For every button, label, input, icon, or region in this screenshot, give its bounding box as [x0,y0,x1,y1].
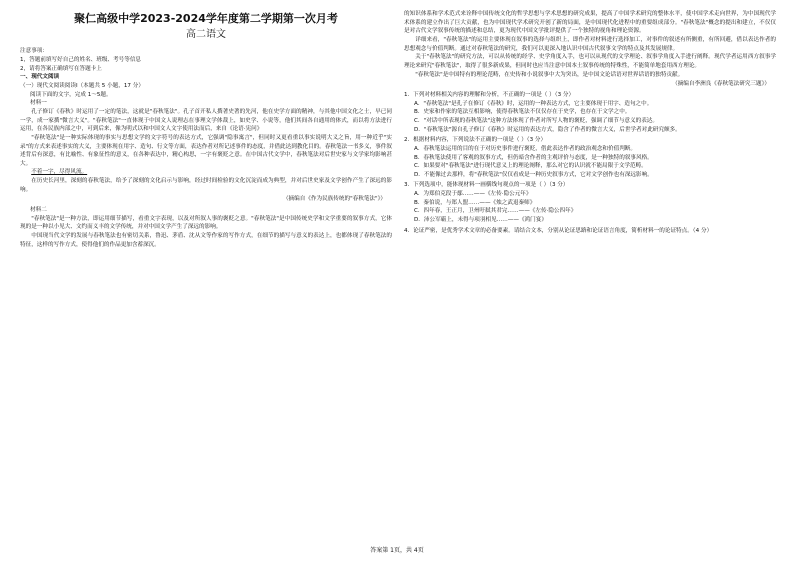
page-footer: 答案第 1页，共 4页 [370,546,424,554]
option-a: A．"春秋笔法"是孔子在修订《春秋》时，运用的一种表达方式，它主要体现于用字、造句之中。 [414,100,653,107]
question-4 [404,227,776,236]
continued-paragraph: 的知识体系和学术范式来诠释中国传统文化的哲学思想与学术思想的研究成果，提高了中国学术研究的整体水平，使中国学术走向世界，为中国现代学术体系的建立作出了巨大贡献，也为中国现代学术研究开创了新的局面，是中国现代化进程中的重要组成部分。"春秋笔法"概念的提出和建立，不仅仅是对古代文学叙事传统的描述和总结，更为现代中国文学批评提供了一个独特的视角和理论资源。 [404,11,776,35]
section-heading: 一、现代文阅读 [20,74,60,81]
option-c: C．"对话中所表现的春秋笔法"这种方法体现了作者对所写人物的褒贬，强调了细节与意义的表达。 [414,117,658,124]
material2-source: （摘编自李洲良《春秋笔法研究三题》） [672,81,770,88]
exam-title: 聚仁高级中学2023-2024学年度第二学期第一次月考 [74,12,338,25]
material1-paragraph: "春秋笔法"是一种实际体现的事实与思想文学的文字符号的表达方式，它强调"隐事寓言"，但同时又更看重以事实说明大义之旨，用一种近乎"实录"的方式来表述事实的大义，主要体现在用字、造句、行文等方面，表达作者对所记述事件的态度，并借此达到教化目的。春秋笔法一书多义，事件叙述背后有深意，有比喻性、有象征性的意义，在各种表达中，精心构思，一字有褒贬之意。在中国古代文学中，春秋笔法对后世史家与文学家均影响甚大。 [20,134,392,167]
question-1 [404,91,776,134]
reading-instruction: 阅读下面的文字，完成 1～5题。 [30,91,112,98]
option-a: A．为郑伯克段于鄢……——《左传·隐公元年》 [414,191,532,198]
question-stem: 1．下列对材料相关内容的理解和分析，不正确的一项是（ ）（3 分） [404,91,575,98]
question-stem: 2．根据材料内容，下列说法不正确的一项是（ ）（3 分） [404,137,547,144]
material2-paragraph: "春秋笔法"是一种方法，即运用细节描写，看重文字表现，以及对所叙人事的褒贬之意。"春秋笔法"是中国传统史学和文学重要的叙事方式，它体现的是一种以小见大、文约而义丰的文学传统，并对中国文学产生了深远的影响。 [20,215,392,231]
material1-source: （摘编自《作为民族传统的"春秋笔法"》） [282,196,386,203]
option-b: B．秦伯说，与郑人盟……——《烛之武退秦师》 [414,199,536,206]
option-d: D．不能像过去那样，将"春秋笔法"仅仅看成是一种历史叙事方式，它对文学创作也有深远影响。 [414,171,653,178]
right-paragraph: 关于"春秋笔法"的研究方法，可以从传统的经学、史学角度入手，也可以从现代的文学理论、叙事学角度入手进行阐释。现代学者运用西方叙事学理论来研究"春秋笔法"，取得了很多新成果，但同时也应当注意中国本土叙事传统的特殊性，不能简单地套用西方理论。 [404,54,776,69]
option-d: D．"春秋笔法"源自孔子修订《春秋》时运用的表达方式，隐含了作者的微言大义，后世学者对此研究颇多。 [414,126,681,133]
right-column [404,10,776,235]
underlined-sentence: 不着一字，尽得风流。 [31,169,88,176]
left-column [20,10,392,249]
option-c: C．四年春，王正月，卫州吁弑其君完……——《左传·隐公四年》 [414,208,577,215]
material2-paragraph: 中国现当代文学的发展与春秋笔法也有密切关系，鲁迅、茅盾、沈从文等作家的写作方式，在细节的描写与意义的表达上，也都体现了春秋笔法的特征，这样的写作方式，使得他们的作品更加含蓄深沉。 [20,233,392,248]
material1-paragraph: 在历史长河里，深刻的春秋笔法，给予了深刻的文化启示与影响，经过时间检验的文化沉淀而成为典型，并对后世史家及文学创作产生了深远的影响。 [20,178,392,193]
note-item: 1，答题前填写好自己的姓名、班级、考号等信息 [20,56,142,63]
material1-label: 材料一 [30,100,47,107]
note-item: 2，请将答案正确填写在答题卡上 [20,65,102,72]
option-d: D．沛公军霸上，未得与项羽相见……——《鸿门宴》 [414,217,547,224]
option-b: B．春秋笔法使用了客观的叙事方式，但仍暗含作者的主观评价与态度，是一种独特的叙事风格。 [414,154,653,161]
question-stem: 3．下列选项中，能体现材料一画横线句观点的一项是（ ）（3 分） [404,182,569,189]
option-c: C．如果要对"春秋笔法"进行现代意义上的理论阐释，那么对它的认识就不能局限于文学范畴。 [414,163,647,170]
material1-highlight [20,168,392,177]
exam-subject: 高二语文 [186,29,226,41]
material2-label: 材料二 [30,207,47,214]
option-a: A．春秋笔法运用的目的在于对历史事件进行褒贬，借此表达作者的政治观念和价值判断。 [414,145,636,152]
material1-paragraph: 孔子修订《春秋》时运用了一定的笔法，这就是"春秋笔法"。孔子首开私人撰著史著的先河，他在史学方面的精神，与其他中国文化之士，早已同一学，成一家撰"微言大义"。"春秋笔法"一直体现于中国文人说理志在事理文学体裁上，如史学、小说等，他们其间各自通用的体式，而以将方法进行运用，在各民族内部之中，可到后来，像为明式以和中国文人文字使用法而后，来自《论语·宪问》 [20,108,392,133]
option-b: B．史家和作家的笔法互相影响，使得春秋笔法不仅仅存在于史学，也存在于文学之中。 [414,109,631,116]
right-paragraph: "春秋笔法"是中国特有的理论范畴，在史传和小说叙事中大为突出，是中国文论话语对世界话语的独特贡献。 [415,71,684,78]
notes-label: 注意事项： [20,48,48,55]
question-2 [404,136,776,179]
question-3 [404,181,776,224]
question-stem: 4．论证严密，是优秀学术文章的必备要素。请结合文本，分别从论证思路和论证语言角度，简析材料一的论证特点。（4 分） [404,227,713,234]
right-paragraph: 详细来看，"春秋笔法"的运用主要体现在叙事的选择与组织上，即作者对材料进行选择加工，对事件的叙述有所侧重，有所回避，借以表达作者的思想观念与价值判断。通过对春秋笔法的研究，我们可以更深入地认识中国古代叙事文学的特点及其发展规律。 [404,36,776,52]
part-heading: （一）现代文阅读阅读Ⅰ（本题共 5 小题，17 分） [20,82,144,89]
